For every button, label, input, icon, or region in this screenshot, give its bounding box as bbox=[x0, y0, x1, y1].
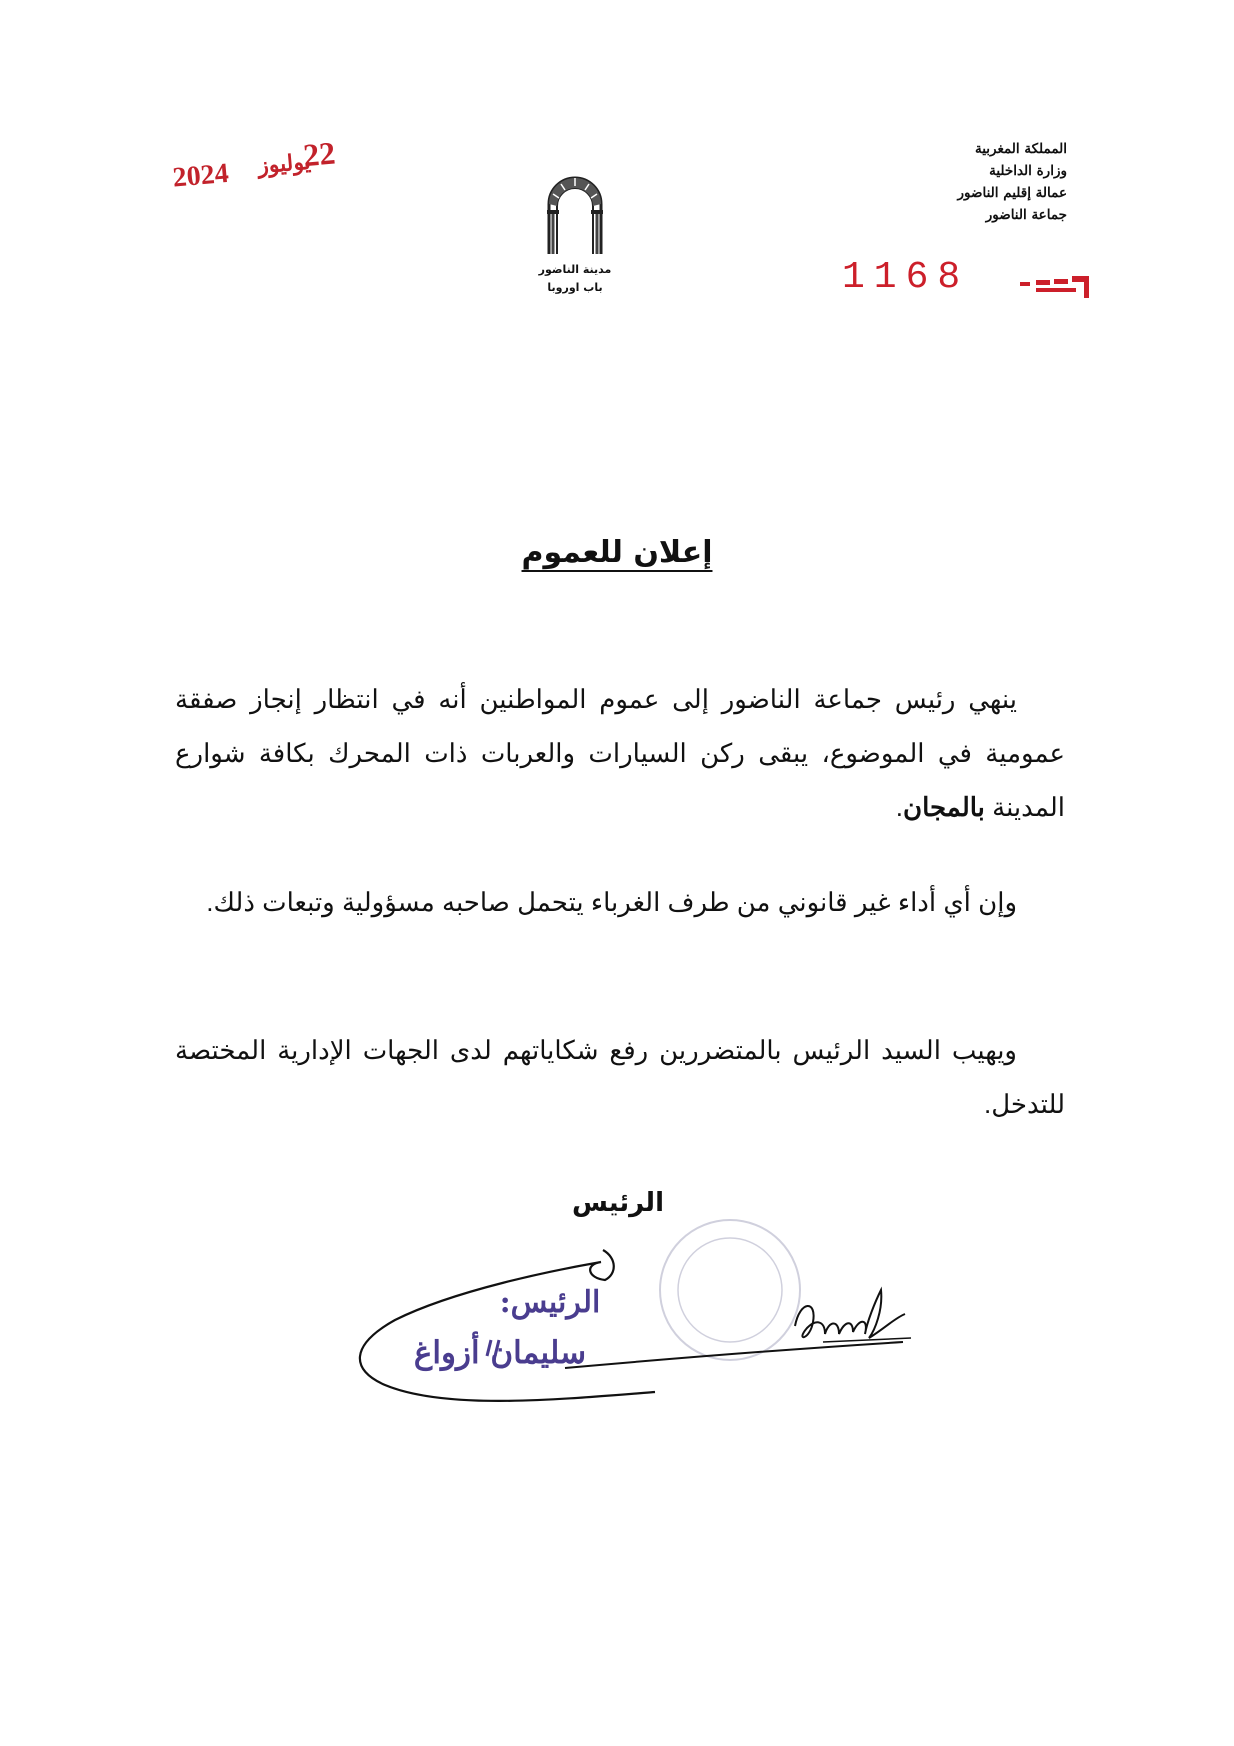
signature-area bbox=[355, 1210, 915, 1430]
administrative-header bbox=[958, 138, 1067, 226]
reference-stamp-dashes bbox=[1020, 276, 1094, 298]
document-title-text: إعلان للعموم bbox=[521, 535, 713, 570]
stamp-name: سليمان أزواغ bbox=[413, 1335, 587, 1371]
logo-city-name: مدينة الناضور bbox=[538, 263, 612, 276]
paragraph-1-text: ينهي رئيس جماعة الناضور إلى عموم المواطنين أنه في انتظار إنجاز صفقة عمومية في الموضوع، يبقى ركن السيارات والعربات ذات المحرك بكافة شوارع المدينة bbox=[175, 684, 1065, 822]
paragraph-3: ويهيب السيد الرئيس بالمتضررين رفع شكاياتهم لدى الجهات الإدارية المختصة للتدخل. bbox=[175, 1035, 1065, 1119]
kingdom-label: المملكة المغربية bbox=[974, 141, 1067, 157]
date-year: 2024 bbox=[171, 157, 230, 194]
paragraph-1-end: . bbox=[895, 792, 903, 822]
date-stamp bbox=[170, 131, 374, 198]
date-month: يوليوز bbox=[256, 148, 312, 179]
arch-icon bbox=[543, 166, 607, 256]
ministry-label: وزارة الداخلية bbox=[989, 163, 1067, 179]
paragraph-1 bbox=[175, 672, 1065, 834]
paragraph-1-bold: بالمجان bbox=[903, 792, 985, 822]
stamp-label: الرئيس: bbox=[499, 1285, 601, 1320]
reference-stamp bbox=[838, 256, 1068, 306]
logo-subtitle: باب اوروبا bbox=[547, 281, 603, 294]
date-day: 22 bbox=[301, 134, 337, 174]
official-seal-icon bbox=[660, 1220, 800, 1360]
paragraph-2: وإن أي أداء غير قانوني من طرف الغرباء يتحمل صاحبه مسؤولية وتبعات ذلك. bbox=[206, 887, 1017, 917]
province-label: عمالة إقليم الناضور bbox=[957, 185, 1067, 201]
document-title bbox=[0, 535, 1234, 570]
signature-drawing bbox=[355, 1210, 915, 1430]
signature-title-text: الرئيس bbox=[572, 1188, 664, 1218]
city-logo bbox=[530, 166, 620, 316]
commune-label: جماعة الناضور bbox=[985, 207, 1067, 223]
reference-number: 1168 bbox=[842, 256, 970, 299]
